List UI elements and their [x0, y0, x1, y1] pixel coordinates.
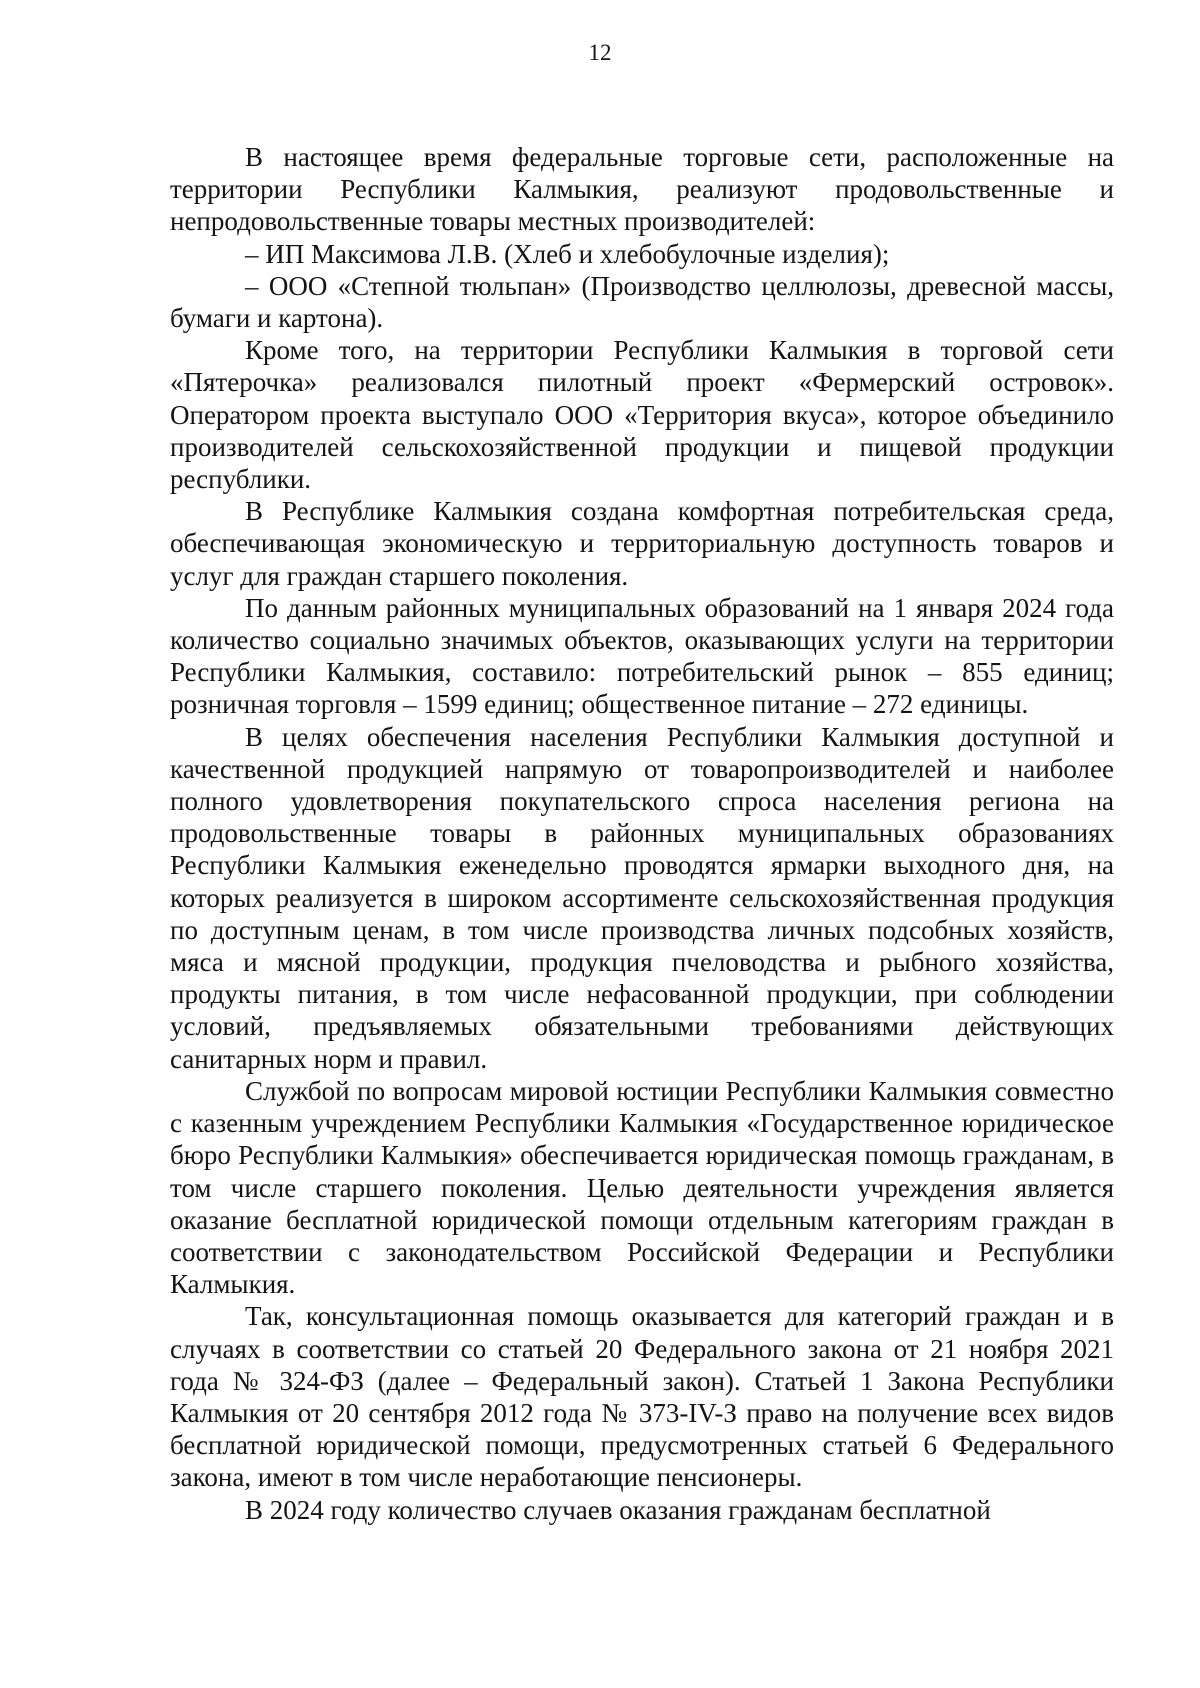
paragraph: По данным районных муниципальных образований на 1 января 2024 года количество социально значимых объектов, оказывающих услуги на территории Республики Калмыкия, составило: потребительский рынок – 855 единиц; розничная торговля – 1599 единиц; общественное питание – 272 единицы.	[170, 592, 1114, 720]
paragraph: В настоящее время федеральные торговые сети, расположенные на территории Республики Калмыкия, реализуют продовольственные и непродовольственные товары местных производителей:	[170, 142, 1114, 237]
paragraph: В целях обеспечения населения Республики Калмыкия доступной и качественной продукцией напрямую от товаропроизводителей и наиболее полного удовлетворения покупательского спроса населения региона на продовольственные товары в районных муниципальных образованиях Республики Калмыкия еженедельно проводятся ярмарки выходного дня, на которых реализуется в широком ассортименте сельскохозяйственная продукция по доступным ценам, в том числе производства личных подсобных хозяйств, мяса и мясной продукции, продукция пчеловодства и рыбного хозяйства, продукты питания, в том числе нефасованной продукции, при соблюдении условий, предъявляемых обязательными требованиями действующих санитарных норм и правил.	[170, 721, 1114, 1074]
paragraph: В 2024 году количество случаев оказания гражданам бесплатной	[245, 1494, 991, 1525]
paragraph: Службой по вопросам мировой юстиции Республики Калмыкия совместно с казенным учреждением Республики Калмыкия «Государственное юридическое бюро Республики Калмыкия» обеспечивается юридическая помощь гражданам, в том числе старшего поколения. Целью деятельности учреждения является оказание бесплатной юридической помощи отдельным категориям граждан в соответствии с законодательством Российской Федерации и Республики Калмыкия.	[170, 1075, 1114, 1300]
paragraph: В Республике Калмыкия создана комфортная потребительская среда, обеспечивающая экономическую и территориальную доступность товаров и услуг для граждан старшего поколения.	[170, 496, 1114, 591]
document-body	[170, 141, 1114, 1526]
list-item: – ИП Максимова Л.В. (Хлеб и хлебобулочные изделия);	[245, 238, 890, 269]
paragraph: Так, консультационная помощь оказывается для категорий граждан и в случаях в соответствии со статьей 20 Федерального закона от 21 ноября 2021 года № 324-ФЗ (далее – Федеральный закон). Статьей 1 Закона Республики Калмыкия от 20 сентября 2012 года № 373-IV-З право на получение всех видов бесплатной юридической помощи, предусмотренных статьей 6 Федерального закона, имеют в том числе неработающие пенсионеры.	[170, 1301, 1114, 1493]
page-number: 12	[588, 40, 612, 65]
list-item: – ООО «Степной тюльпан» (Производство целлюлозы, древесной массы, бумаги и картона).	[170, 270, 1114, 334]
paragraph: Кроме того, на территории Республики Калмыкия в торговой сети «Пятерочка» реализовался пилотный проект «Фермерский островок». Оператором проекта выступало ООО «Территория вкуса», которое объединило производителей сельскохозяйственной продукции и пищевой продукции республики.	[170, 335, 1114, 495]
